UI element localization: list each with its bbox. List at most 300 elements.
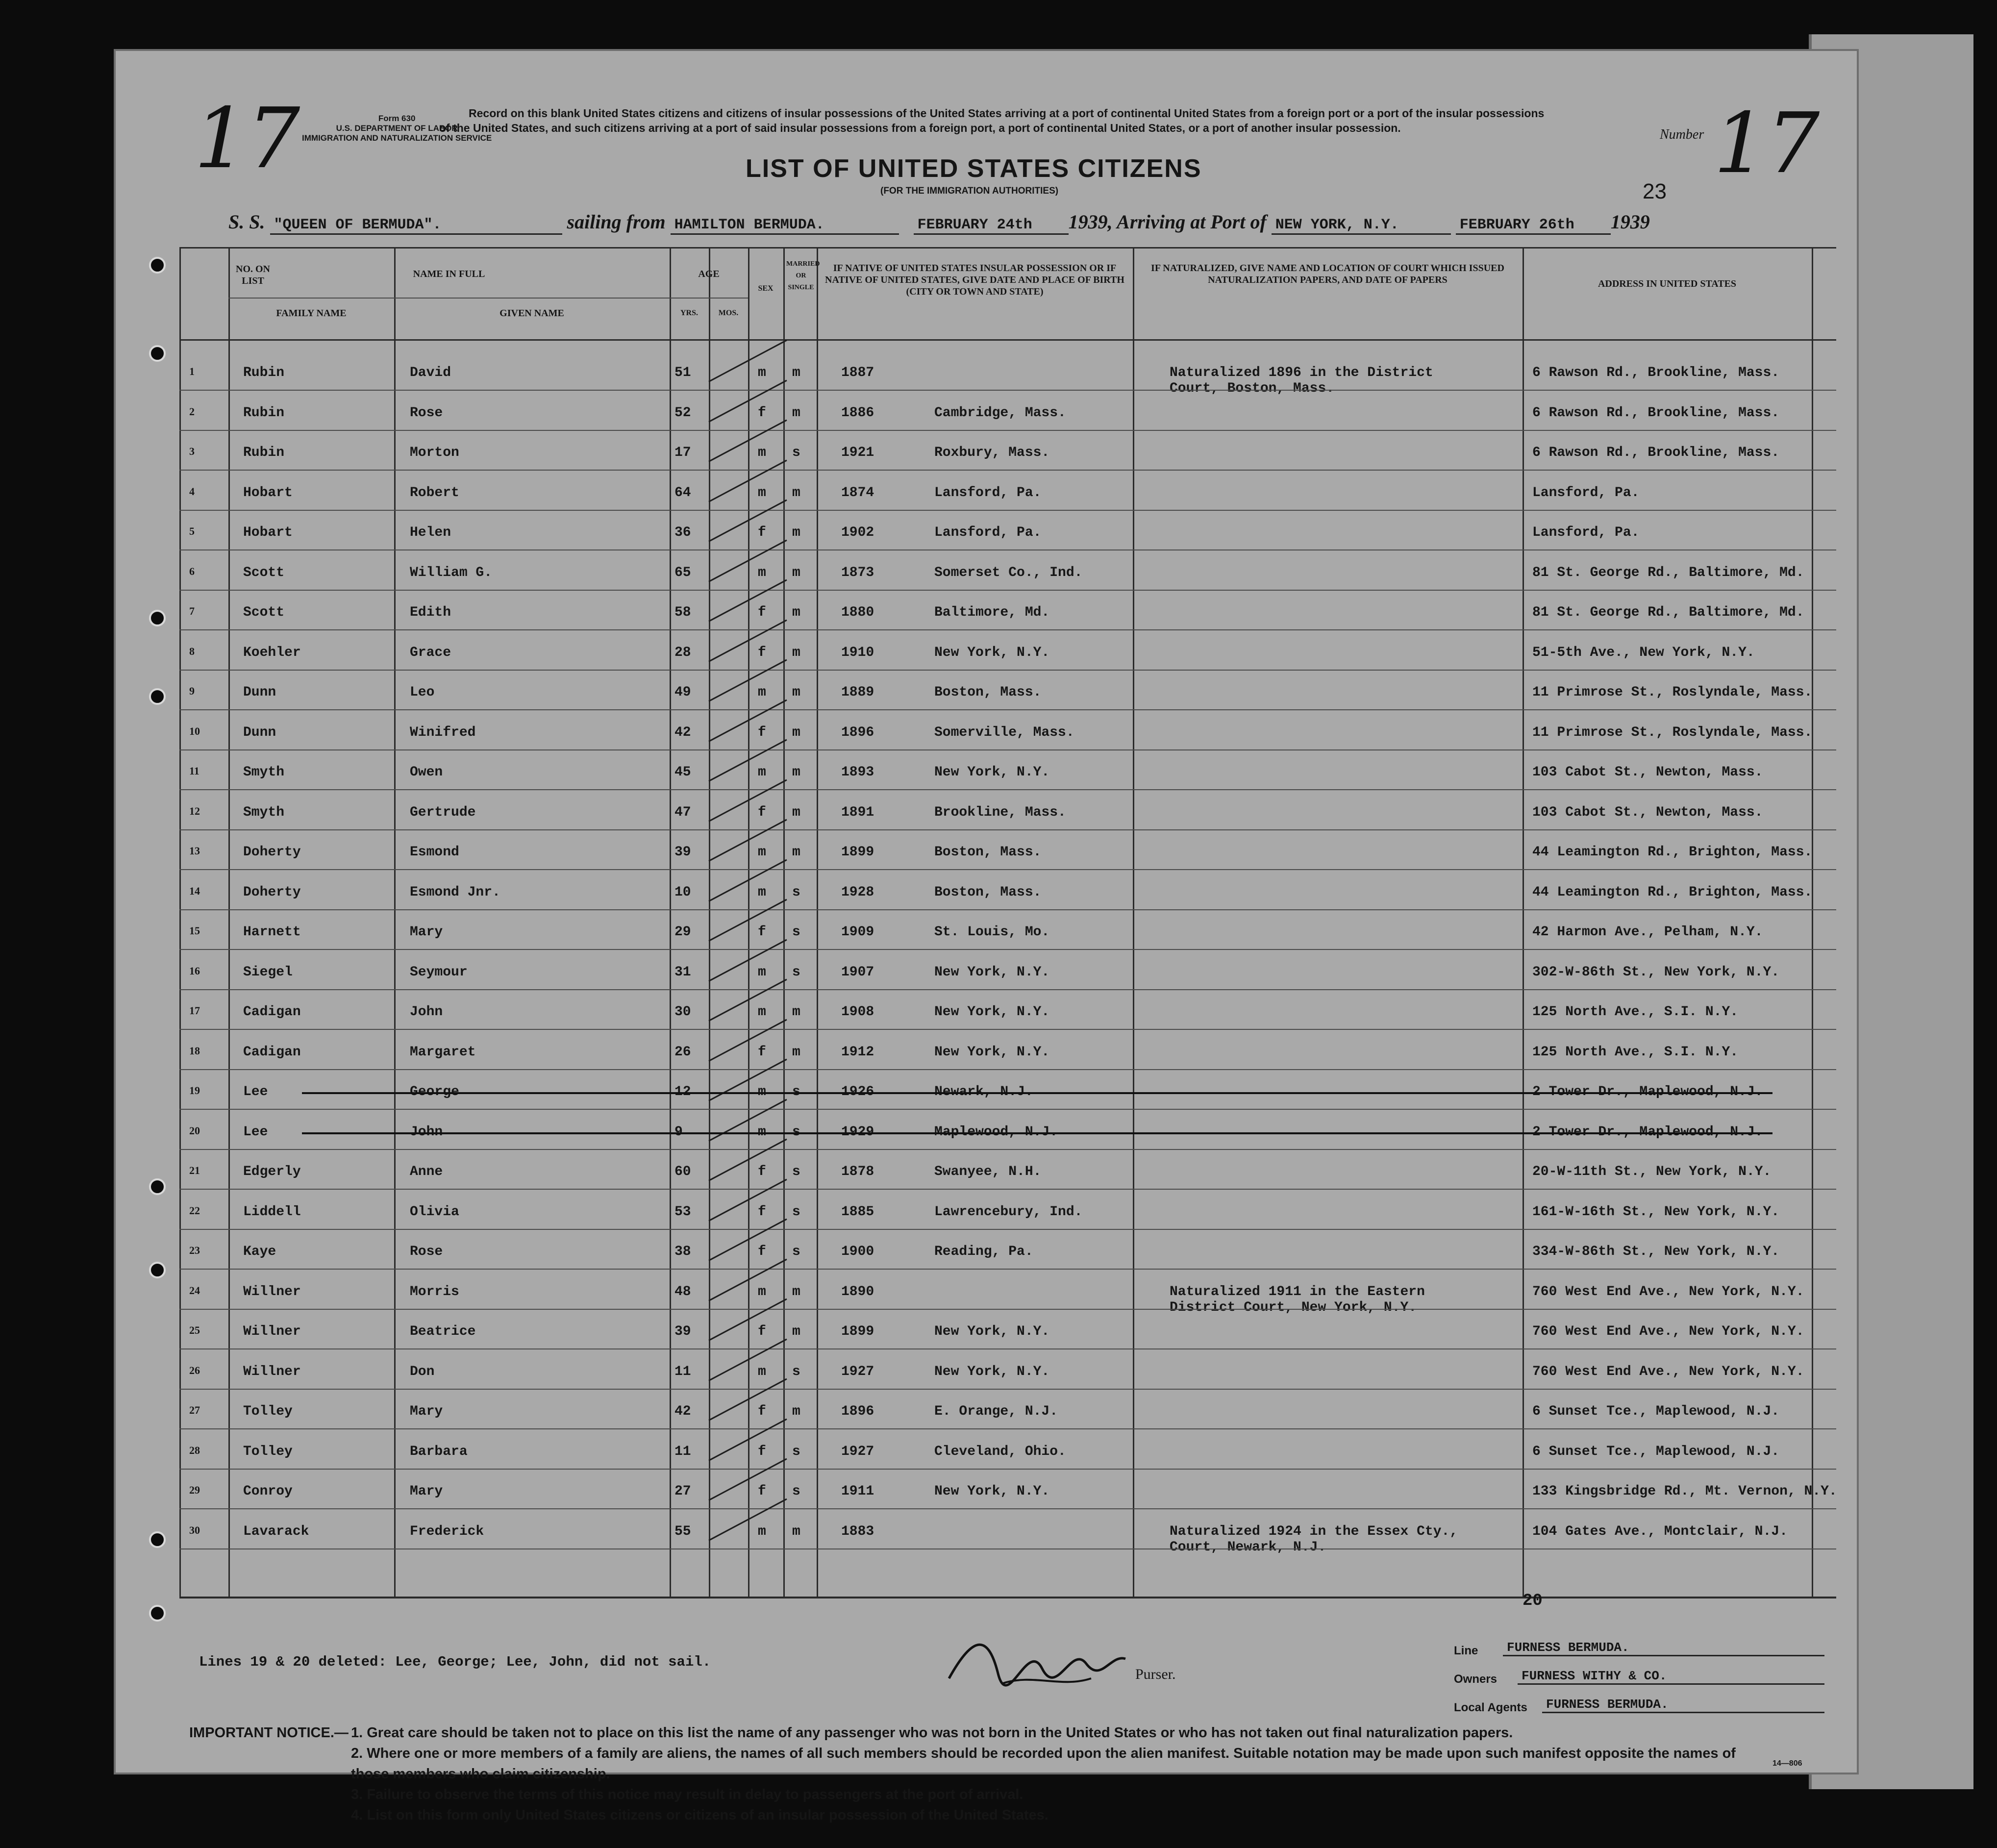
row-number: 2: [189, 405, 195, 418]
row-number: 12: [189, 804, 200, 817]
family-name: Liddell: [243, 1204, 301, 1220]
age-years: 55: [674, 1523, 691, 1539]
row-number: 19: [189, 1084, 200, 1097]
address: 42 Harmon Ave., Pelham, N.Y.: [1532, 924, 1763, 940]
marital-status: m: [792, 804, 800, 820]
sex: m: [758, 445, 766, 460]
deletion-note: Lines 19 & 20 deleted: Lee, George; Lee, John, did not sail.: [199, 1654, 711, 1670]
important-notice-heading: IMPORTANT NOTICE.—: [189, 1725, 349, 1741]
given-name: Morton: [410, 445, 459, 460]
birth-year: 1899: [841, 1324, 874, 1339]
header-sex: SEX: [758, 284, 774, 293]
birth-place: Lansford, Pa.: [934, 485, 1042, 500]
given-name: Morris: [410, 1284, 459, 1299]
naturalization-line-1: Naturalized 1911 in the Eastern: [1170, 1284, 1425, 1299]
address: 125 North Ave., S.I. N.Y.: [1532, 1044, 1739, 1060]
passenger-count: 20: [1523, 1592, 1543, 1610]
marital-status: m: [792, 365, 800, 380]
marital-status: s: [792, 1204, 800, 1220]
line-label: Line: [1454, 1644, 1478, 1657]
marital-status: m: [792, 525, 800, 540]
table-row: [179, 751, 1836, 790]
marital-status: s: [792, 1444, 800, 1459]
table-row: [179, 1071, 1836, 1110]
form-number: Form 630: [378, 114, 416, 123]
address: 125 North Ave., S.I. N.Y.: [1532, 1004, 1739, 1020]
marital-status: s: [792, 1484, 800, 1499]
table-row: [179, 1191, 1836, 1230]
family-name: Dunn: [243, 724, 276, 740]
address: 6 Rawson Rd., Brookline, Mass.: [1532, 445, 1780, 460]
given-name: Mary: [410, 924, 443, 940]
row-number: 22: [189, 1204, 200, 1217]
given-name: Rose: [410, 1244, 443, 1259]
marital-status: m: [792, 1284, 800, 1299]
punch-hole: [149, 610, 166, 626]
given-name: Olivia: [410, 1204, 459, 1220]
punch-hole: [149, 1531, 166, 1548]
address: 6 Sunset Tce., Maplewood, N.J.: [1532, 1404, 1780, 1419]
notice-item: 4. List on this form only United States citizens or citizens of an insular possession of the United States.: [351, 1807, 1048, 1823]
address: 20-W-11th St., New York, N.Y.: [1532, 1164, 1772, 1179]
family-name: Willner: [243, 1284, 301, 1299]
age-years: 10: [674, 884, 691, 900]
row-number: 7: [189, 605, 195, 617]
naturalization-line-2: Court, Boston, Mass.: [1170, 381, 1335, 396]
given-name: Margaret: [410, 1044, 476, 1060]
age-years: 28: [674, 645, 691, 660]
given-name: Seymour: [410, 964, 468, 980]
age-years: 29: [674, 924, 691, 940]
row-number: 8: [189, 645, 195, 657]
given-name: Grace: [410, 645, 451, 660]
table-row: [179, 831, 1836, 870]
purser-signature: [944, 1624, 1130, 1693]
given-name: George: [410, 1084, 459, 1099]
address: 11 Primrose St., Roslyndale, Mass.: [1532, 685, 1813, 700]
birth-year: 1908: [841, 1004, 874, 1020]
marital-status: m: [792, 724, 800, 740]
table-row: [179, 1470, 1836, 1509]
birth-year: 1896: [841, 1404, 874, 1419]
age-years: 45: [674, 765, 691, 780]
punch-hole: [149, 257, 166, 274]
sex: m: [758, 1004, 766, 1020]
family-name: Rubin: [243, 405, 285, 421]
table-row: [179, 1230, 1836, 1270]
marital-status: m: [792, 765, 800, 780]
table-row: [179, 551, 1836, 591]
family-name: Kaye: [243, 1244, 276, 1259]
punch-hole: [149, 1178, 166, 1195]
table-row: [179, 1031, 1836, 1070]
birth-place: Boston, Mass.: [934, 884, 1042, 900]
age-years: 17: [674, 445, 691, 460]
birth-year: 1911: [841, 1484, 874, 1499]
age-years: 26: [674, 1044, 691, 1060]
family-name: Siegel: [243, 964, 293, 980]
marital-status: s: [792, 924, 800, 940]
birth-place: Boston, Mass.: [934, 685, 1042, 700]
marital-status: s: [792, 1244, 800, 1259]
age-years: 39: [674, 845, 691, 860]
birth-year: 1883: [841, 1523, 874, 1539]
sex: f: [758, 405, 766, 421]
family-name: Smyth: [243, 804, 285, 820]
naturalization-line-2: Court, Newark, N.J.: [1170, 1539, 1326, 1555]
birth-place: Cleveland, Ohio.: [934, 1444, 1066, 1459]
family-name: Lee: [243, 1124, 268, 1140]
birth-year: 1887: [841, 365, 874, 380]
sex: m: [758, 845, 766, 860]
address: 760 West End Ave., New York, N.Y.: [1532, 1284, 1804, 1299]
sailing-label: sailing from: [567, 211, 666, 233]
marital-status: m: [792, 605, 800, 620]
address: 44 Leamington Rd., Brighton, Mass.: [1532, 845, 1813, 860]
sex: m: [758, 1084, 766, 1099]
family-name: Rubin: [243, 445, 285, 460]
age-years: 47: [674, 804, 691, 820]
agents-label: Local Agents: [1454, 1701, 1527, 1714]
header-naturalization: IF NATURALIZED, GIVE NAME AND LOCATION OF COURT WHICH ISSUED NATURALIZATION PAPERS, AND DATE OF PAPERS: [1151, 263, 1504, 285]
marital-status: m: [792, 1004, 800, 1020]
sex: f: [758, 924, 766, 940]
notice-item: 1. Great care should be taken not to place on this list the name of any passenger who was not born in the United States or who has not taken out final naturalization papers.: [351, 1725, 1513, 1741]
age-years: 42: [674, 724, 691, 740]
owners-value: FURNESS WITHY & CO.: [1518, 1669, 1824, 1685]
table-row: [179, 951, 1836, 990]
birth-year: 1874: [841, 485, 874, 500]
family-name: Tolley: [243, 1404, 293, 1419]
birth-place: Lawrencebury, Ind.: [934, 1204, 1083, 1220]
naturalization-line-2: District Court, New York, N.Y.: [1170, 1299, 1417, 1315]
birth-place: Somerset Co., Ind.: [934, 565, 1083, 580]
sex: f: [758, 1324, 766, 1339]
table-row: [179, 991, 1836, 1030]
punch-hole: [149, 688, 166, 705]
marital-status: s: [792, 884, 800, 900]
birth-place: Somerville, Mass.: [934, 724, 1074, 740]
birth-place: Baltimore, Md.: [934, 605, 1050, 620]
birth-place: Roxbury, Mass.: [934, 445, 1050, 460]
birth-place: Newark, N.J.: [934, 1084, 1033, 1099]
table-row: [179, 392, 1836, 431]
row-number: 5: [189, 525, 195, 537]
address: 133 Kingsbridge Rd., Mt. Vernon, N.Y.: [1532, 1484, 1837, 1499]
header-no-on-list: NO. ON LIST: [236, 264, 270, 286]
row-number: 20: [189, 1124, 200, 1137]
address: 6 Sunset Tce., Maplewood, N.J.: [1532, 1444, 1780, 1459]
given-name: Anne: [410, 1164, 443, 1179]
punch-hole: [149, 1605, 166, 1622]
birth-place: New York, N.Y.: [934, 1364, 1050, 1379]
given-name: Rose: [410, 405, 443, 421]
marital-status: s: [792, 1164, 800, 1179]
age-years: 42: [674, 1404, 691, 1419]
page-number: 23: [1643, 179, 1667, 203]
birth-year: 1890: [841, 1284, 874, 1299]
given-name: Leo: [410, 685, 435, 700]
owners-label: Owners: [1454, 1673, 1498, 1686]
birth-place: Reading, Pa.: [934, 1244, 1033, 1259]
family-name: Hobart: [243, 485, 293, 500]
family-name: Tolley: [243, 1444, 293, 1459]
address: 104 Gates Ave., Montclair, N.J.: [1532, 1523, 1788, 1539]
birth-place: Maplewood, N.J.: [934, 1124, 1058, 1140]
given-name: Owen: [410, 765, 443, 780]
row-number: 13: [189, 845, 200, 857]
given-name: David: [410, 365, 451, 380]
row-number: 14: [189, 884, 200, 897]
sex: f: [758, 1164, 766, 1179]
row-number: 28: [189, 1444, 200, 1456]
header-married-single: MARRIED OR SINGLE: [786, 260, 820, 291]
age-years: 49: [674, 685, 691, 700]
marital-status: m: [792, 405, 800, 421]
sex: m: [758, 365, 766, 380]
birth-year: 1878: [841, 1164, 874, 1179]
row-number: 27: [189, 1404, 200, 1416]
birth-place: New York, N.Y.: [934, 1484, 1050, 1499]
birth-place: E. Orange, N.J.: [934, 1404, 1058, 1419]
address: 6 Rawson Rd., Brookline, Mass.: [1532, 405, 1780, 421]
birth-year: 1926: [841, 1084, 874, 1099]
given-name: Esmond Jnr.: [410, 884, 500, 900]
row-number: 24: [189, 1284, 200, 1297]
given-name: Winifred: [410, 724, 476, 740]
agents-value: FURNESS BERMUDA.: [1542, 1697, 1824, 1713]
given-name: John: [410, 1124, 443, 1140]
arrival-year: 1939: [1610, 211, 1650, 233]
birth-place: Brookline, Mass.: [934, 804, 1066, 820]
family-name: Edgerly: [243, 1164, 301, 1179]
address: 11 Primrose St., Roslyndale, Mass.: [1532, 724, 1813, 740]
family-name: Dunn: [243, 685, 276, 700]
birth-place: St. Louis, Mo.: [934, 924, 1050, 940]
sex: m: [758, 1284, 766, 1299]
birth-place: New York, N.Y.: [934, 645, 1050, 660]
marital-status: s: [792, 1124, 800, 1140]
table-row: [179, 431, 1836, 471]
birth-year: 1909: [841, 924, 874, 940]
sex: f: [758, 1404, 766, 1419]
sex: f: [758, 1444, 766, 1459]
birth-place: New York, N.Y.: [934, 1324, 1050, 1339]
age-years: 65: [674, 565, 691, 580]
age-years: 27: [674, 1484, 691, 1499]
print-code: 14—806: [1772, 1759, 1802, 1768]
marital-status: m: [792, 565, 800, 580]
given-name: Mary: [410, 1404, 443, 1419]
important-notice-list: [351, 1723, 1763, 1825]
row-number: 26: [189, 1364, 200, 1376]
family-name: Hobart: [243, 525, 293, 540]
form-instructions: Record on this blank United States citizens and citizens of insular possessions of the United States arriving at a port of continental United States from a foreign port or a port of the insular possessions of the United States, and such citizens arriving at a port of said insular possessions from a foreign port, a port of continental United States, or a port of another insular possession.: [439, 107, 1545, 134]
naturalization-line-1: Naturalized 1924 in the Essex Cty.,: [1170, 1523, 1458, 1539]
birth-year: 1921: [841, 445, 874, 460]
birth-year: 1907: [841, 964, 874, 980]
voyage-line: [228, 210, 1650, 235]
birth-year: 1927: [841, 1444, 874, 1459]
address: 103 Cabot St., Newton, Mass.: [1532, 804, 1763, 820]
table-row: [179, 911, 1836, 950]
marital-status: m: [792, 845, 800, 860]
address: 81 St. George Rd., Baltimore, Md.: [1532, 565, 1804, 580]
table-row: [179, 1271, 1836, 1315]
age-years: 64: [674, 485, 691, 500]
marital-status: m: [792, 1404, 800, 1419]
line-value: FURNESS BERMUDA.: [1503, 1640, 1824, 1656]
row-number: 23: [189, 1244, 200, 1256]
family-name: Doherty: [243, 884, 301, 900]
birth-year: 1902: [841, 525, 874, 540]
row-number: 10: [189, 724, 200, 737]
birth-year: 1896: [841, 724, 874, 740]
header-age-years: YRS.: [680, 309, 698, 317]
row-number: 15: [189, 924, 200, 937]
manifest-sheet: [114, 49, 1859, 1823]
sex: m: [758, 565, 766, 580]
passenger-table: [179, 247, 1837, 1610]
birth-year: 1886: [841, 405, 874, 421]
age-years: 48: [674, 1284, 691, 1299]
sex: m: [758, 964, 766, 980]
age-years: 58: [674, 605, 691, 620]
sex: f: [758, 525, 766, 540]
family-name: Harnett: [243, 924, 301, 940]
departure-port: HAMILTON BERMUDA.: [671, 217, 899, 235]
sex: f: [758, 1044, 766, 1060]
given-name: Gertrude: [410, 804, 476, 820]
birth-year: 1899: [841, 845, 874, 860]
sailing-date: FEBRUARY 24th: [914, 217, 1069, 235]
birth-year: 1928: [841, 884, 874, 900]
table-row: [179, 351, 1836, 396]
row-number: 11: [189, 765, 200, 777]
sex: f: [758, 605, 766, 620]
sex: m: [758, 685, 766, 700]
given-name: Barbara: [410, 1444, 468, 1459]
given-name: Mary: [410, 1484, 443, 1499]
form-title: LIST OF UNITED STATES CITIZENS: [746, 154, 1202, 183]
given-name: Beatrice: [410, 1324, 476, 1339]
birth-place: Lansford, Pa.: [934, 525, 1042, 540]
table-row: [179, 1390, 1836, 1429]
table-row: [179, 472, 1836, 511]
number-label: Number: [1660, 127, 1704, 142]
table-row: [179, 1430, 1836, 1470]
birth-year: 1910: [841, 645, 874, 660]
birth-place: New York, N.Y.: [934, 964, 1050, 980]
department-name: U.S. DEPARTMENT OF LABOR: [336, 124, 458, 133]
age-years: 39: [674, 1324, 691, 1339]
age-years: 51: [674, 365, 691, 380]
row-number: 6: [189, 565, 195, 577]
marital-status: s: [792, 964, 800, 980]
address: 44 Leamington Rd., Brighton, Mass.: [1532, 884, 1813, 900]
sex: f: [758, 1484, 766, 1499]
naturalization-line-1: Naturalized 1896 in the District: [1170, 365, 1433, 380]
sex: f: [758, 1204, 766, 1220]
arrival-port: NEW YORK, N.Y.: [1272, 217, 1451, 235]
address: 760 West End Ave., New York, N.Y.: [1532, 1324, 1804, 1339]
birth-year: 1929: [841, 1124, 874, 1140]
row-number: 29: [189, 1484, 200, 1496]
birth-year: 1912: [841, 1044, 874, 1060]
family-name: Lee: [243, 1084, 268, 1099]
row-number: 1: [189, 365, 195, 377]
age-years: 52: [674, 405, 691, 421]
table-row: [179, 1111, 1836, 1150]
row-number: 30: [189, 1523, 200, 1536]
age-years: 12: [674, 1084, 691, 1099]
row-number: 25: [189, 1324, 200, 1336]
birth-place: New York, N.Y.: [934, 1044, 1050, 1060]
birth-year: 1891: [841, 804, 874, 820]
row-number: 21: [189, 1164, 200, 1176]
arrival-date: FEBRUARY 26th: [1456, 217, 1611, 235]
family-name: Lavarack: [243, 1523, 309, 1539]
ss-label: S. S.: [228, 211, 265, 233]
birth-year: 1927: [841, 1364, 874, 1379]
marital-status: m: [792, 485, 800, 500]
table-row: [179, 671, 1836, 710]
table-row: [179, 591, 1836, 630]
given-name: Don: [410, 1364, 435, 1379]
given-name: William G.: [410, 565, 493, 580]
family-name: Koehler: [243, 645, 301, 660]
row-number: 18: [189, 1044, 200, 1057]
address: 161-W-16th St., New York, N.Y.: [1532, 1204, 1780, 1220]
given-name: Edith: [410, 605, 451, 620]
sex: f: [758, 1244, 766, 1259]
arriving-label: , Arriving at Port of: [1107, 211, 1267, 233]
age-years: 60: [674, 1164, 691, 1179]
notice-item: 3. Failure to observe the terms of this notice may result in delay to passengers at the port of arrival.: [351, 1787, 1023, 1802]
header-name-in-full: NAME IN FULL: [413, 269, 485, 279]
family-name: Willner: [243, 1324, 301, 1339]
notice-item: 2. Where one or more members of a family are aliens, the names of all such members should be recorded upon the alien manifest. Suitable notation may be made upon such manifest opposite the names of those members who claim citizenship.: [351, 1746, 1736, 1782]
address: 2 Tower Dr., Maplewood, N.J.: [1532, 1084, 1763, 1099]
age-years: 11: [674, 1444, 691, 1459]
age-years: 31: [674, 964, 691, 980]
header-given-name: GIVEN NAME: [499, 308, 564, 319]
birth-place: Cambridge, Mass.: [934, 405, 1066, 421]
sex: f: [758, 645, 766, 660]
birth-year: 1889: [841, 685, 874, 700]
address: 302-W-86th St., New York, N.Y.: [1532, 964, 1780, 980]
row-number: 9: [189, 685, 195, 697]
sex: f: [758, 804, 766, 820]
birth-year: 1873: [841, 565, 874, 580]
marital-status: s: [792, 1364, 800, 1379]
service-name: IMMIGRATION AND NATURALIZATION SERVICE: [302, 133, 492, 143]
birth-year: 1893: [841, 765, 874, 780]
sex: m: [758, 1523, 766, 1539]
sex: f: [758, 724, 766, 740]
list-number: 17: [1714, 95, 1820, 192]
row-number: 16: [189, 964, 200, 977]
ship-name: "QUEEN OF BERMUDA".: [270, 217, 562, 235]
address: Lansford, Pa.: [1532, 525, 1640, 540]
family-name: Doherty: [243, 845, 301, 860]
given-name: Esmond: [410, 845, 459, 860]
sailing-year: 1939: [1068, 211, 1108, 233]
sex: m: [758, 884, 766, 900]
age-years: 38: [674, 1244, 691, 1259]
birth-place: New York, N.Y.: [934, 1004, 1050, 1020]
table-row: [179, 631, 1836, 671]
